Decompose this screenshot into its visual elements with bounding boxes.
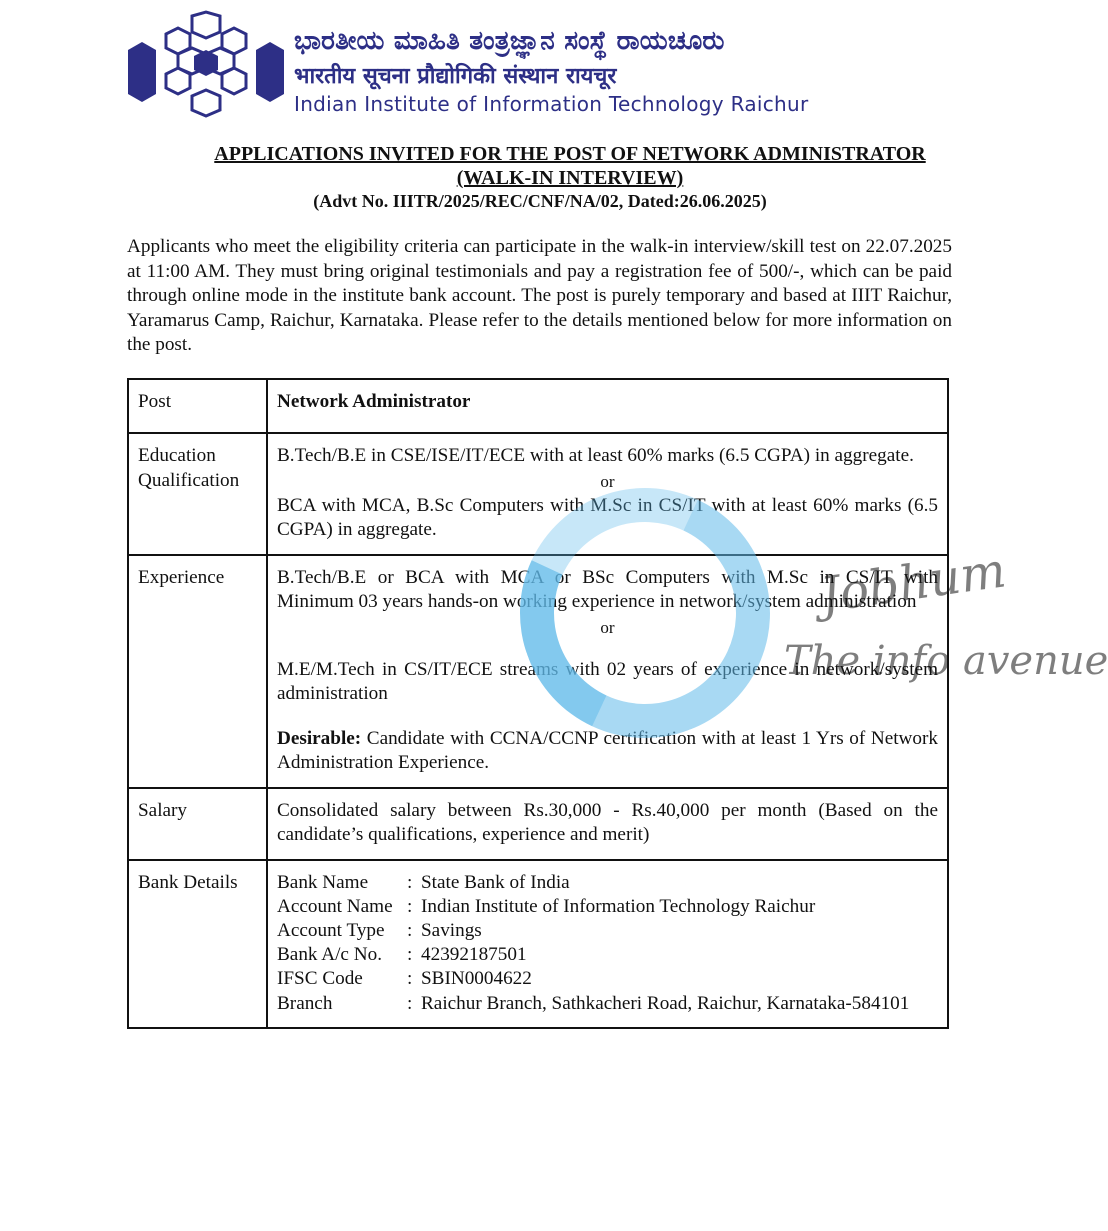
bank-row <box>277 943 938 967</box>
institute-name-kannada: ಭಾರತೀಯ ಮಾಹಿತಿ ತಂತ್ರಜ್ಞಾನ ಸಂಸ್ಥೆ ರಾಯಚೂರು <box>294 26 725 56</box>
bank-details <box>267 860 948 1028</box>
post-value: Network Administrator <box>267 379 948 433</box>
notice-title: APPLICATIONS INVITED FOR THE POST OF NETWORK ADMINISTRATOR <box>214 143 926 165</box>
bank-separator: : <box>407 992 413 1014</box>
bank-key: Bank Name <box>277 871 369 893</box>
bank-separator: : <box>407 944 413 966</box>
desirable-text: Candidate with CCNA/CCNP certification with at least 1 Yrs of Network Administration Experience. <box>277 727 938 773</box>
table-row <box>128 860 948 1028</box>
bank-label: Bank Details <box>128 860 267 1028</box>
table-row <box>128 788 948 860</box>
salary-label: Salary <box>128 788 267 860</box>
experience-label: Experience <box>128 555 267 788</box>
intro-paragraph: Applicants who meet the eligibility criteria can participate in the walk-in interview/skill test on 22.07.2025 at 11:00 AM. They must bring original testimonials and pay a registration fee of 500/-, which can be paid through online mode in the institute bank account. The post is purely temporary and based at IIIT Raichur, Yaramarus Camp, Raichur, Karnataka. Please refer to the details mentioned below for more information on the post. <box>127 236 952 355</box>
experience-or: or <box>600 617 615 637</box>
bank-key: Bank A/c No. <box>277 944 382 966</box>
bank-row <box>277 967 938 991</box>
experience-option-2: M.E/M.Tech in CS/IT/ECE streams with 02 years of experience in network/system administration <box>277 658 938 704</box>
bank-key: Account Name <box>277 895 393 917</box>
table-row <box>128 379 948 433</box>
bank-value: Indian Institute of Information Technology Raichur <box>421 895 816 917</box>
experience-value <box>267 555 948 788</box>
institute-name-hindi: भारतीय सूचना प्रौद्योगिकी संस्थान रायचूर <box>294 64 617 89</box>
education-value <box>267 433 948 555</box>
watermark-tagline: The info avenue <box>784 638 1108 684</box>
bank-separator: : <box>407 895 413 917</box>
table-row <box>128 555 948 788</box>
table-row <box>128 433 948 555</box>
hexagon-molecule-logo <box>126 8 286 120</box>
bank-separator: : <box>407 919 413 941</box>
experience-desirable <box>277 727 938 776</box>
education-label: Education Qualification <box>128 433 267 555</box>
bank-row <box>277 919 938 943</box>
bank-key: Branch <box>277 992 333 1014</box>
institute-header <box>126 8 906 120</box>
bank-value: State Bank of India <box>421 871 570 893</box>
bank-value: SBIN0004622 <box>421 968 532 990</box>
bank-key: Account Type <box>277 919 385 941</box>
post-label: Post <box>128 379 267 433</box>
advertisement-number: (Advt No. IIITR/2025/REC/CNF/NA/02, Dated:26.06.2025) <box>313 191 767 211</box>
bank-value: Savings <box>421 919 482 941</box>
desirable-label: Desirable: <box>277 727 362 749</box>
watermark-brand: Jobhum <box>817 542 1010 624</box>
education-option-1: B.Tech/B.E in CSE/ISE/IT/ECE with at least 60% marks (6.5 CGPA) in aggregate. <box>277 445 914 466</box>
notice-subtitle: (WALK-IN INTERVIEW) <box>456 167 684 189</box>
institute-name-english: Indian Institute of Information Technology Raichur <box>294 92 809 116</box>
bank-key: IFSC Code <box>277 968 363 990</box>
salary-value: Consolidated salary between Rs.30,000 - Rs.40,000 per month (Based on the candidate’s qualifications, experience and merit) <box>267 788 948 860</box>
bank-value: 42392187501 <box>421 944 527 966</box>
bank-row <box>277 992 938 1016</box>
bank-value: Raichur Branch, Sathkacheri Road, Raichur, Karnataka-584101 <box>421 992 910 1014</box>
post-details-table <box>127 378 949 1029</box>
bank-row <box>277 871 938 895</box>
bank-separator: : <box>407 871 413 893</box>
education-or: or <box>600 471 615 491</box>
bank-separator: : <box>407 968 413 990</box>
experience-option-1: B.Tech/B.E or BCA with MCA or BSc Computers with M.Sc in CS/IT with Minimum 03 years hands-on working experience in network/system administration <box>277 566 938 612</box>
bank-row <box>277 895 938 919</box>
education-option-2: BCA with MCA, B.Sc Computers with M.Sc in CS/IT with at least 60% marks (6.5 CGPA) in aggregate. <box>277 494 938 540</box>
